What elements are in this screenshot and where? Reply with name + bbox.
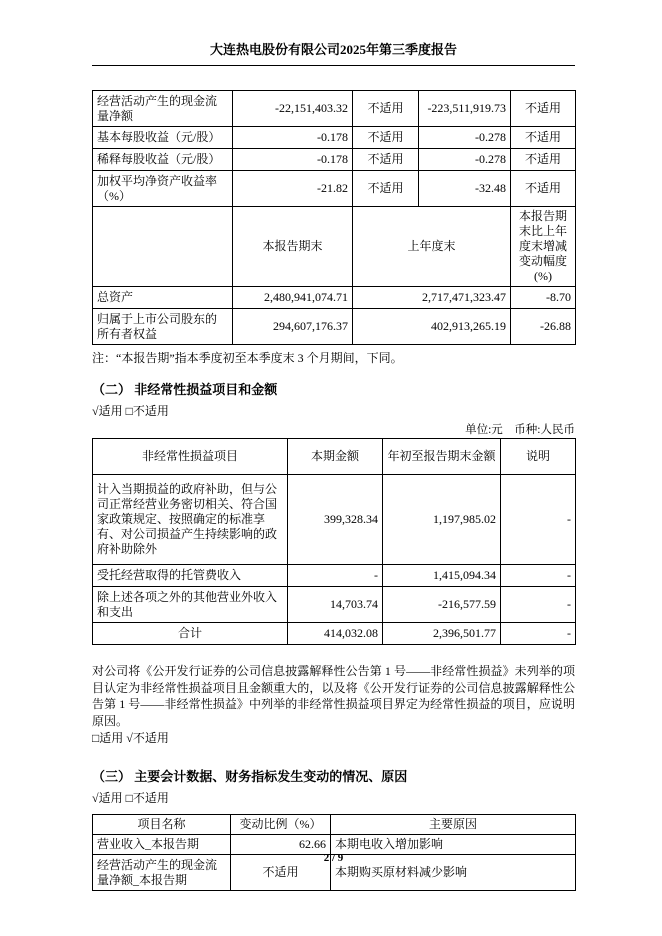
reason-cell: 本期电收入增加影响 <box>331 835 576 855</box>
current-period-value: 294,607,176.37 <box>233 309 353 345</box>
na-cell: 不适用 <box>511 149 576 171</box>
applicability-line: √适用 □不适用 <box>92 791 169 805</box>
current-period-value: -0.178 <box>233 149 353 171</box>
non-recurring-items-table <box>92 438 576 645</box>
current-period-value: -0.178 <box>233 127 353 149</box>
table-header-row <box>93 815 576 835</box>
table-row <box>93 587 576 623</box>
item-label: 计入当期损益的政府补助，但与公司正常经营业务密切相关、符合国家政策规定、按照确定的标准享有、对公司损益产生持续影响的政府补助除外 <box>93 475 288 565</box>
section-heading-non-recurring: （二） 非经常性损益项目和金额 <box>92 382 278 397</box>
current-amount: 399,328.34 <box>288 475 383 565</box>
prior-period-value: -223,511,919.73 <box>419 91 511 127</box>
current-amount: 14,703.74 <box>288 587 383 623</box>
column-header: 本期金额 <box>288 439 383 475</box>
remark-cell: - <box>501 475 576 565</box>
remark-cell: - <box>501 587 576 623</box>
table-row <box>93 565 576 587</box>
row-label: 稀释每股收益（元/股） <box>93 149 233 171</box>
section-heading-indicator-changes: （三） 主要会计数据、财务指标发生变动的情况、原因 <box>92 769 408 784</box>
unit-currency-note: 单位:元 币种:人民币 <box>465 424 575 436</box>
row-label: 归属于上市公司股东的所有者权益 <box>93 309 233 345</box>
column-header: 说明 <box>501 439 576 475</box>
reason-cell: 本期购买原材料减少影响 <box>331 855 576 891</box>
remark-cell: - <box>501 565 576 587</box>
column-header: 主要原因 <box>331 815 576 835</box>
na-cell: 不适用 <box>511 171 576 207</box>
table-total-row <box>93 623 576 645</box>
prior-period-value: -32.48 <box>419 171 511 207</box>
row-label: 加权平均净资产收益率（%） <box>93 171 233 207</box>
column-header: 变动比例（%） <box>231 815 331 835</box>
table-row <box>93 149 576 171</box>
current-period-value: -22,151,403.32 <box>233 91 353 127</box>
na-cell: 不适用 <box>353 91 419 127</box>
item-label: 营业收入_本报告期 <box>93 835 231 855</box>
na-cell: 不适用 <box>353 171 419 207</box>
table-header-row <box>93 439 576 475</box>
change-ratio: 不适用 <box>231 855 331 891</box>
item-label: 除上述各项之外的其他营业外收入和支出 <box>93 587 288 623</box>
applicability-line: √适用 □不适用 <box>92 404 169 418</box>
item-label: 受托经营取得的托管费收入 <box>93 565 288 587</box>
table-row <box>93 171 576 207</box>
table-subheader-row <box>93 207 576 287</box>
ytd-amount: 1,415,094.34 <box>383 565 501 587</box>
table-row <box>93 475 576 565</box>
ytd-amount: 2,396,501.77 <box>383 623 501 645</box>
na-cell: 不适用 <box>353 127 419 149</box>
table-row <box>93 91 576 127</box>
ytd-amount: -216,577.59 <box>383 587 501 623</box>
financial-summary-table <box>92 90 576 345</box>
current-period-value: 2,480,941,074.71 <box>233 287 353 309</box>
column-header: 本报告期末比上年度末增减变动幅度(%) <box>511 207 576 287</box>
current-amount: - <box>288 565 383 587</box>
prior-period-value: -0.278 <box>419 149 511 171</box>
column-header: 项目名称 <box>93 815 231 835</box>
prior-period-value: 402,913,265.19 <box>353 309 511 345</box>
report-period-note: 注：“本报告期”指本季度初至本季度末 3 个月期间，下同。 <box>92 351 403 365</box>
na-cell: 不适用 <box>511 91 576 127</box>
row-label: 经营活动产生的现金流量净额 <box>93 91 233 127</box>
table-row <box>93 309 576 345</box>
ytd-amount: 1,197,985.02 <box>383 475 501 565</box>
table-row <box>93 287 576 309</box>
na-cell: 不适用 <box>353 149 419 171</box>
row-label: 基本每股收益（元/股） <box>93 127 233 149</box>
item-label: 经营活动产生的现金流量净额_本报告期 <box>93 855 231 891</box>
report-title: 大连热电股份有限公司2025年第三季度报告 <box>209 42 457 57</box>
column-header: 年初至报告期末金额 <box>383 439 501 475</box>
row-label: 总资产 <box>93 287 233 309</box>
total-label: 合计 <box>93 623 288 645</box>
change-value: -8.70 <box>511 287 576 309</box>
table-row <box>93 127 576 149</box>
change-value: -26.88 <box>511 309 576 345</box>
column-header: 非经常性损益项目 <box>93 439 288 475</box>
prior-period-value: -0.278 <box>419 127 511 149</box>
current-amount: 414,032.08 <box>288 623 383 645</box>
document-header <box>92 42 575 66</box>
non-recurring-explanation: 对公司将《公开发行证券的公司信息披露解释性公告第 1 号——非经常性损益》未列举的项目认定为非经常性损益项目且金额重大的，以及将《公开发行证券的公司信息披露解释性公告第 1 号——非经常性损益》中列举的非经常性损益项目界定为经常性损益的项目，应说明原因。 <box>92 664 575 728</box>
header-divider <box>92 65 575 66</box>
column-header: 上年度末 <box>353 207 511 287</box>
remark-cell: - <box>501 623 576 645</box>
applicability-line: □适用 √不适用 <box>92 731 169 745</box>
prior-period-value: 2,717,471,323.47 <box>353 287 511 309</box>
na-cell: 不适用 <box>511 127 576 149</box>
page-number: 2 / 9 <box>323 852 344 864</box>
change-ratio: 62.66 <box>231 835 331 855</box>
empty-cell <box>93 207 233 287</box>
column-header: 本报告期末 <box>233 207 353 287</box>
current-period-value: -21.82 <box>233 171 353 207</box>
